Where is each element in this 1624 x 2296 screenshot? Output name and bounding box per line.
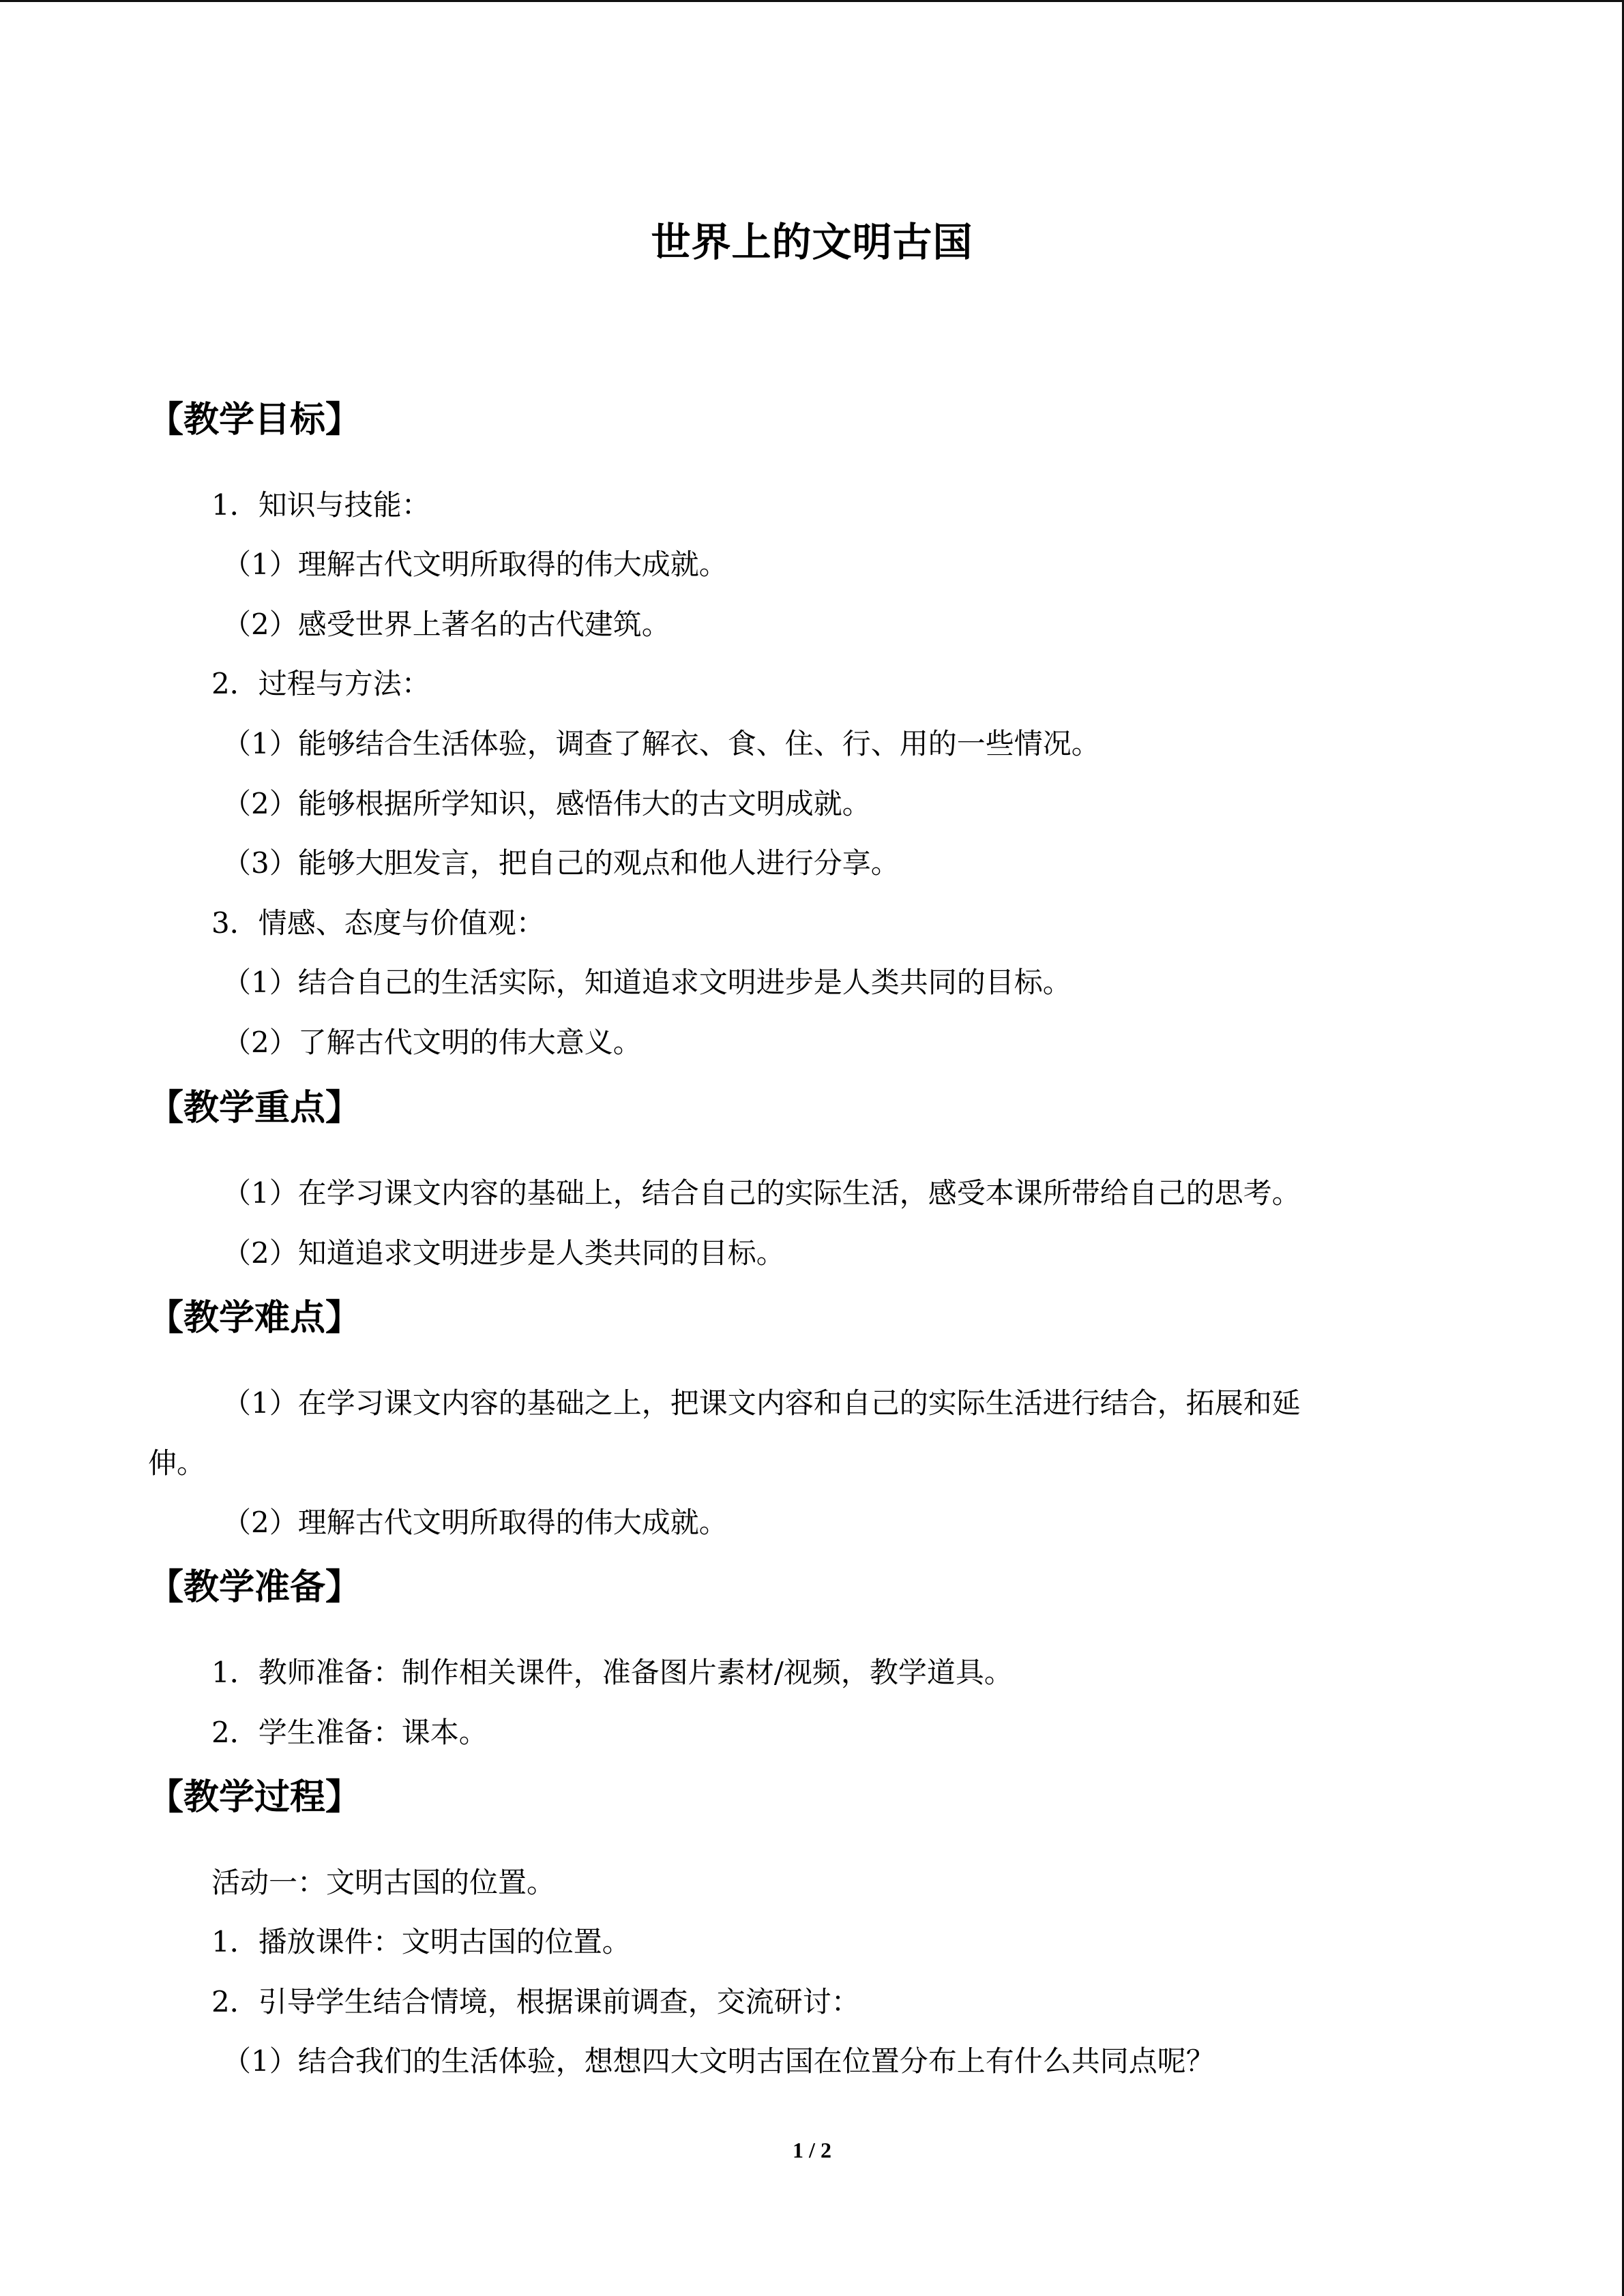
difficulty-item-continuation: 伸。 (148, 1446, 206, 1480)
process-activity-title: 活动一：文明古国的位置。 (211, 1866, 556, 1899)
process-question: （1）结合我们的生活体验，想想四大文明古国在位置分布上有什么共同点呢？ (222, 2044, 1215, 2078)
objective-item: 3．情感、态度与价值观： (211, 906, 545, 940)
key-point-item: （2）知道追求文明进步是人类共同的目标。 (222, 1236, 785, 1270)
difficulty-item: （2）理解古代文明所取得的伟大成就。 (222, 1506, 728, 1539)
page-number: 1 / 2 (793, 2138, 831, 2162)
preparation-item: 1．教师准备：制作相关课件，准备图片素材/视频，教学道具。 (211, 1656, 1013, 1689)
section-heading-process: 【教学过程】 (148, 1777, 361, 1818)
objective-subitem: （1）理解古代文明所取得的伟大成就。 (222, 548, 728, 581)
section-heading-key-points: 【教学重点】 (148, 1088, 361, 1129)
section-heading-difficulties: 【教学难点】 (148, 1298, 361, 1339)
objective-item: 2．过程与方法： (211, 667, 430, 700)
objective-subitem: （2）了解古代文明的伟大意义。 (222, 1026, 642, 1059)
objective-subitem: （2）能够根据所学知识，感悟伟大的古文明成就。 (222, 787, 871, 820)
process-step: 1．播放课件：文明古国的位置。 (211, 1925, 631, 1958)
document-title: 世界上的文明古国 (651, 219, 973, 265)
preparation-item: 2．学生准备：课本。 (211, 1716, 488, 1749)
objective-item: 1．知识与技能： (211, 488, 430, 522)
objective-subitem: （1）结合自己的生活实际，知道追求文明进步是人类共同的目标。 (222, 966, 1072, 999)
objective-subitem: （1）能够结合生活体验，调查了解衣、食、住、行、用的一些情况。 (222, 727, 1100, 760)
section-heading-preparation: 【教学准备】 (148, 1567, 361, 1608)
key-point-item: （1）在学习课文内容的基础上，结合自己的实际生活，感受本课所带给自己的思考。 (222, 1176, 1301, 1210)
objective-subitem: （3）能够大胆发言，把自己的观点和他人进行分享。 (222, 846, 900, 880)
difficulty-item: （1）在学习课文内容的基础之上，把课文内容和自己的实际生活进行结合，拓展和延 (222, 1386, 1301, 1420)
process-step: 2．引导学生结合情境，根据课前调查，交流研讨： (211, 1985, 860, 2018)
section-heading-objectives: 【教学目标】 (148, 400, 361, 441)
objective-subitem: （2）感受世界上著名的古代建筑。 (222, 608, 670, 641)
